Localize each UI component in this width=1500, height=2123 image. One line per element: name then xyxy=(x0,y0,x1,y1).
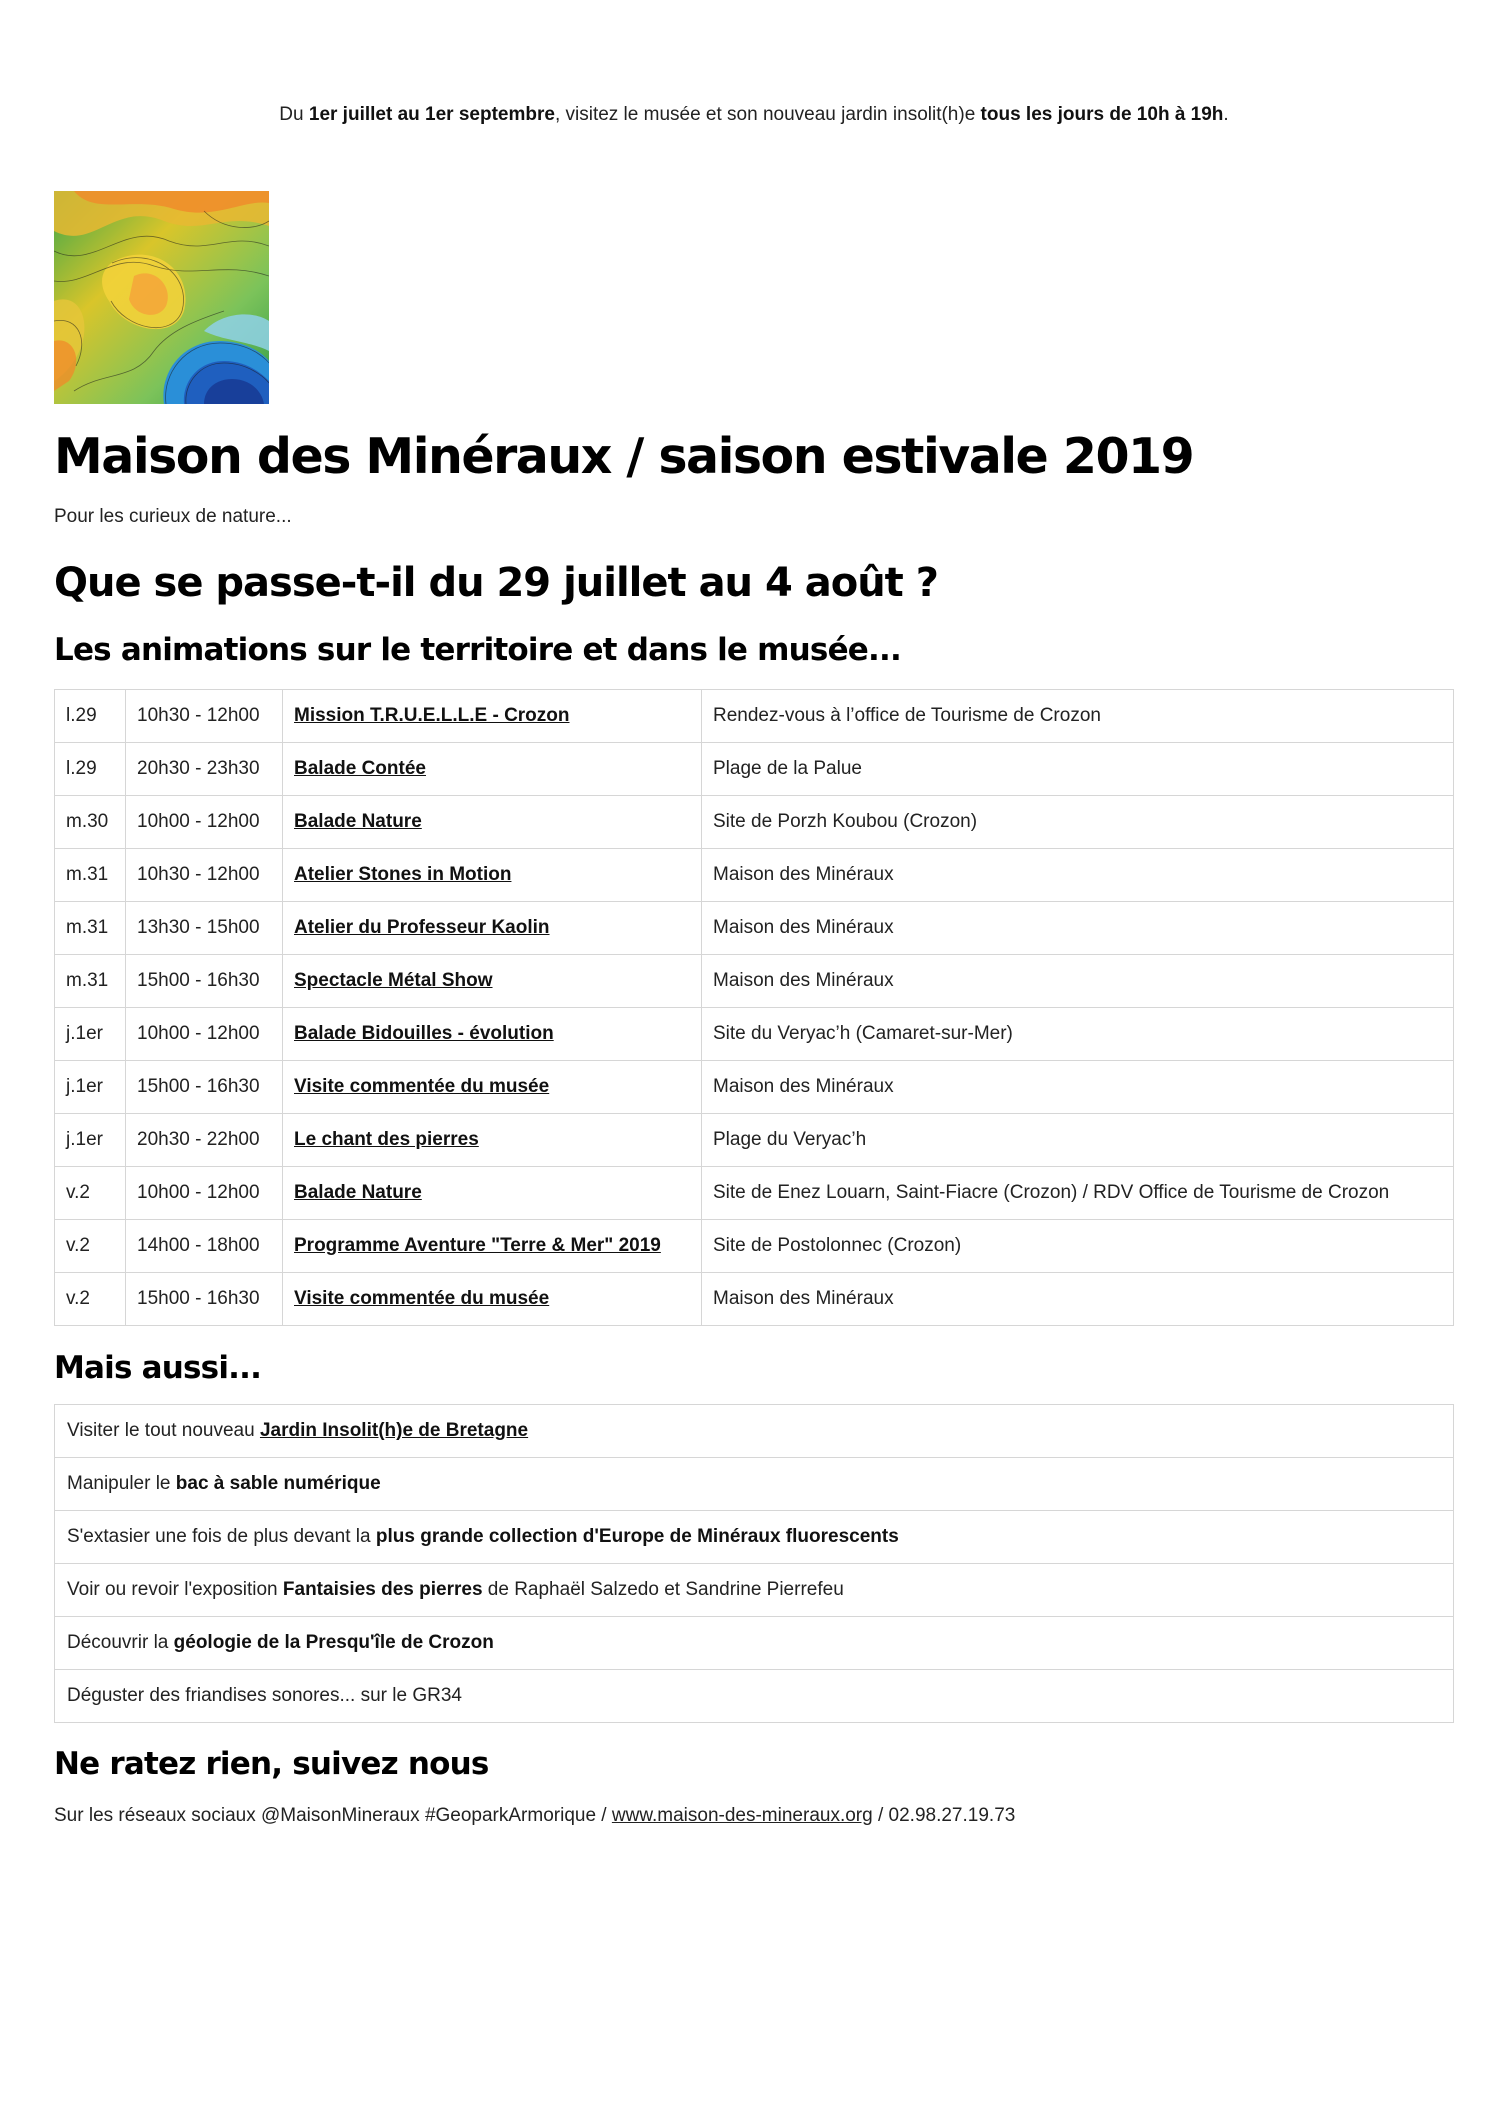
note-text: , visitez le musée et son nouveau jardin insolit(h)e xyxy=(554,104,981,125)
event-day: j.1er xyxy=(55,1008,126,1061)
event-title-cell xyxy=(283,1114,702,1167)
event-title-link[interactable]: Balade Contée xyxy=(294,758,426,779)
mais-aussi-heading: Mais aussi... xyxy=(54,1350,262,1386)
event-title-cell xyxy=(283,1220,702,1273)
event-place: Site de Postolonnec (Crozon) xyxy=(702,1220,1454,1273)
table-row xyxy=(55,902,1454,955)
event-time: 10h00 - 12h00 xyxy=(126,1167,283,1220)
extra-text: Visiter le tout nouveau xyxy=(67,1420,260,1441)
extra-item xyxy=(55,1564,1454,1617)
extra-item xyxy=(55,1511,1454,1564)
topographic-map-image xyxy=(54,191,269,404)
event-title-link[interactable]: Balade Bidouilles - évolution xyxy=(294,1023,554,1044)
table-row xyxy=(55,1273,1454,1326)
event-place: Plage du Veryac’h xyxy=(702,1114,1454,1167)
event-title-cell xyxy=(283,1167,702,1220)
extra-text: Voir ou revoir l'exposition xyxy=(67,1579,283,1600)
animations-heading: Les animations sur le territoire et dans le musée... xyxy=(54,632,901,668)
event-time: 10h30 - 12h00 xyxy=(126,849,283,902)
event-title-link[interactable]: Mission T.R.U.E.L.L.E - Crozon xyxy=(294,705,570,726)
extra-text: Manipuler le xyxy=(67,1473,176,1494)
event-title-cell xyxy=(283,1061,702,1114)
event-day: v.2 xyxy=(55,1273,126,1326)
event-time: 15h00 - 16h30 xyxy=(126,955,283,1008)
extra-highlight: Fantaisies des pierres xyxy=(282,1579,483,1600)
event-day: l.29 xyxy=(55,743,126,796)
table-row xyxy=(55,796,1454,849)
table-row xyxy=(55,955,1454,1008)
event-day: v.2 xyxy=(55,1220,126,1273)
footer-text: Sur les réseaux sociaux @MaisonMineraux #GeoparkArmorique / xyxy=(54,1805,612,1826)
suivez-heading: Ne ratez rien, suivez nous xyxy=(54,1746,489,1782)
event-place: Site du Veryac’h (Camaret-sur-Mer) xyxy=(702,1008,1454,1061)
event-day: j.1er xyxy=(55,1061,126,1114)
extra-item xyxy=(55,1670,1454,1723)
table-row xyxy=(55,1670,1454,1723)
event-title-link[interactable]: Visite commentée du musée xyxy=(294,1288,550,1309)
table-row xyxy=(55,743,1454,796)
note-text: Du xyxy=(279,104,309,125)
extra-item xyxy=(55,1458,1454,1511)
event-title-link[interactable]: Balade Nature xyxy=(294,1182,422,1203)
extras-table xyxy=(54,1404,1454,1723)
extra-text: S'extasier une fois de plus devant la xyxy=(67,1526,376,1547)
event-title-cell xyxy=(283,955,702,1008)
extra-text: de Raphaël Salzedo et Sandrine Pierrefeu xyxy=(482,1579,844,1600)
week-heading: Que se passe-t-il du 29 juillet au 4 août ? xyxy=(54,560,938,606)
table-row xyxy=(55,1114,1454,1167)
footer-phone: / 02.98.27.19.73 xyxy=(872,1805,1016,1826)
extra-highlight: bac à sable numérique xyxy=(175,1473,381,1494)
event-time: 13h30 - 15h00 xyxy=(126,902,283,955)
event-place: Site de Enez Louarn, Saint-Fiacre (Crozon) / RDV Office de Tourisme de Crozon xyxy=(702,1167,1454,1220)
event-place: Rendez-vous à l’office de Tourisme de Crozon xyxy=(702,690,1454,743)
event-place: Plage de la Palue xyxy=(702,743,1454,796)
event-title-link[interactable]: Balade Nature xyxy=(294,811,422,832)
event-day: m.31 xyxy=(55,902,126,955)
event-place: Site de Porzh Koubou (Crozon) xyxy=(702,796,1454,849)
event-day: m.31 xyxy=(55,955,126,1008)
page-title: Maison des Minéraux / saison estivale 2019 xyxy=(54,428,1194,485)
table-row xyxy=(55,1008,1454,1061)
table-row xyxy=(55,849,1454,902)
event-place: Maison des Minéraux xyxy=(702,902,1454,955)
table-row xyxy=(55,690,1454,743)
event-title-cell xyxy=(283,1273,702,1326)
event-title-link[interactable]: Le chant des pierres xyxy=(294,1129,479,1150)
event-day: m.30 xyxy=(55,796,126,849)
event-time: 10h30 - 12h00 xyxy=(126,690,283,743)
jardin-link[interactable]: Jardin Insolit(h)e de Bretagne xyxy=(259,1420,529,1441)
event-title-link[interactable]: Atelier du Professeur Kaolin xyxy=(294,917,550,938)
extra-text: Déguster des friandises sonores... sur le GR34 xyxy=(67,1685,462,1706)
event-day: l.29 xyxy=(55,690,126,743)
note-hours: tous les jours de 10h à 19h xyxy=(980,104,1224,125)
table-row xyxy=(55,1167,1454,1220)
table-row xyxy=(55,1405,1454,1458)
event-time: 10h00 - 12h00 xyxy=(126,796,283,849)
extra-highlight: géologie de la Presqu'île de Crozon xyxy=(173,1632,494,1653)
subtitle: Pour les curieux de nature... xyxy=(54,506,292,527)
event-time: 15h00 - 16h30 xyxy=(126,1061,283,1114)
event-place: Maison des Minéraux xyxy=(702,955,1454,1008)
website-link[interactable]: www.maison-des-mineraux.org xyxy=(611,1805,873,1826)
extra-item xyxy=(55,1617,1454,1670)
extra-item xyxy=(55,1405,1454,1458)
event-title-cell xyxy=(283,690,702,743)
table-row xyxy=(55,1617,1454,1670)
event-title-link[interactable]: Visite commentée du musée xyxy=(294,1076,550,1097)
table-row xyxy=(55,1458,1454,1511)
event-title-cell xyxy=(283,743,702,796)
event-title-cell xyxy=(283,849,702,902)
event-title-link[interactable]: Spectacle Métal Show xyxy=(294,970,493,991)
event-time: 20h30 - 23h30 xyxy=(126,743,283,796)
event-time: 15h00 - 16h30 xyxy=(126,1273,283,1326)
event-place: Maison des Minéraux xyxy=(702,849,1454,902)
table-row xyxy=(55,1564,1454,1617)
event-day: m.31 xyxy=(55,849,126,902)
event-title-link[interactable]: Atelier Stones in Motion xyxy=(294,864,512,885)
events-table xyxy=(54,689,1454,1326)
event-title-link[interactable]: Programme Aventure "Terre & Mer" 2019 xyxy=(294,1235,661,1256)
table-row xyxy=(55,1061,1454,1114)
note-text: . xyxy=(1223,104,1229,125)
event-place: Maison des Minéraux xyxy=(702,1061,1454,1114)
social-footer xyxy=(54,1805,1015,1827)
event-time: 14h00 - 18h00 xyxy=(126,1220,283,1273)
event-day: j.1er xyxy=(55,1114,126,1167)
event-place: Maison des Minéraux xyxy=(702,1273,1454,1326)
event-title-cell xyxy=(283,796,702,849)
opening-hours-note xyxy=(54,104,1454,126)
event-time: 20h30 - 22h00 xyxy=(126,1114,283,1167)
event-title-cell xyxy=(283,902,702,955)
extra-highlight: plus grande collection d'Europe de Minéraux fluorescents xyxy=(375,1526,899,1547)
event-title-cell xyxy=(283,1008,702,1061)
extra-text: Découvrir la xyxy=(67,1632,174,1653)
note-dates: 1er juillet au 1er septembre xyxy=(308,104,555,125)
table-row xyxy=(55,1511,1454,1564)
table-row xyxy=(55,1220,1454,1273)
event-day: v.2 xyxy=(55,1167,126,1220)
event-time: 10h00 - 12h00 xyxy=(126,1008,283,1061)
